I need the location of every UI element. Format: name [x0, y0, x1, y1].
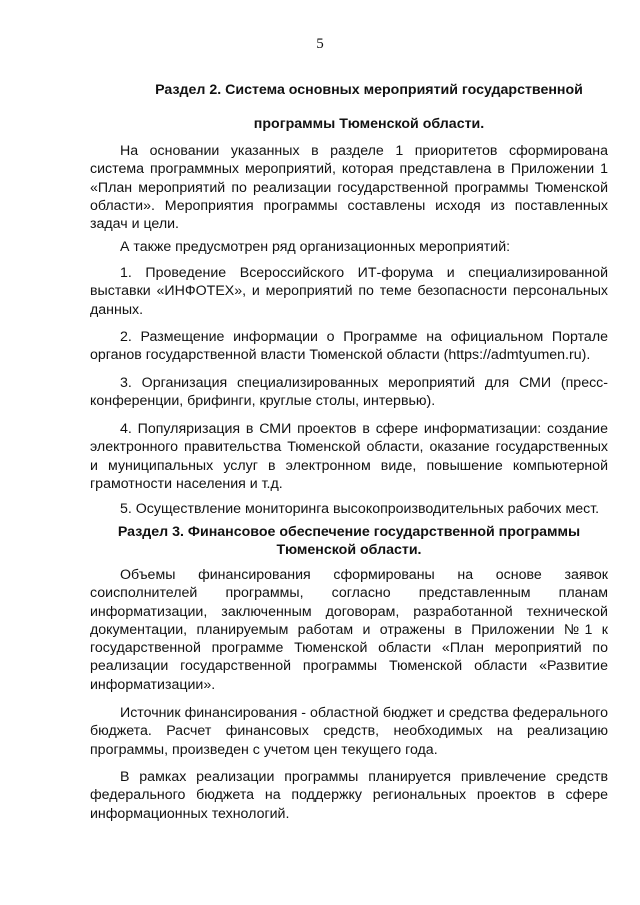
org-measures-intro: А также предусмотрен ряд организационных мероприятий:: [120, 239, 511, 255]
section3-heading-line1: Раздел 3. Финансовое обеспечение государственной программы: [117, 524, 581, 540]
section3-heading-line2: Тюменской области.: [276, 542, 422, 558]
list-item-3: 3. Организация специализированных мероприятий для СМИ (пресс-конференции, брифинги, круглые столы, интервью).: [90, 375, 608, 410]
list-item-2: 2. Размещение информации о Программе на официальном Портале органов государственной власти Тюменской области (https://admtyumen.ru).: [90, 329, 608, 364]
section2-heading-line2: программы Тюменской области.: [253, 116, 485, 132]
section2-intro-paragraph: На основании указанных в разделе 1 приоритетов сформирована система программных мероприятий, которая представлена в Приложении 1 «План мероприятий по реализации государственной программы Тюменской области». Мероприятия программы составлены исходя из поставленных задач и цели.: [90, 143, 608, 233]
list-item-4: 4. Популяризация в СМИ проектов в сфере информатизации: создание электронного правительства Тюменской области, оказание государственных и муниципальных услуг в электронном виде, повышение компьютерной грамотности населения и т.д.: [90, 421, 608, 492]
page-number: 5: [316, 36, 324, 52]
list-item-5: 5. Осуществление мониторинга высокопроизводительных рабочих мест.: [120, 501, 600, 517]
section3-paragraph-1: Объемы финансирования сформированы на основе заявок соисполнителей программы, согласно представленным планам информатизации, заключенным договорам, разработанной технической документации, планируемым работам и отражены в Приложении №1 к государственной программе Тюменской области «План мероприятий по реализации государственной программы Тюменской области «Развитие информатизации».: [90, 567, 608, 693]
section3-paragraph-2: Источник финансирования - областной бюджет и средства федерального бюджета. Расчет финансовых средств, необходимых на реализацию программы, произведен с учетом цен текущего года.: [90, 705, 608, 758]
section2-heading-line1: Раздел 2. Система основных мероприятий государственной: [155, 82, 583, 98]
section3-paragraph-3: В рамках реализации программы планируется привлечение средств федерального бюджета на поддержку региональных проектов в сфере информационных технологий.: [90, 769, 608, 822]
list-item-1: 1. Проведение Всероссийского ИТ-форума и специализированной выставки «ИНФОТЕХ», и мероприятий по теме безопасности персональных данных.: [90, 265, 608, 318]
